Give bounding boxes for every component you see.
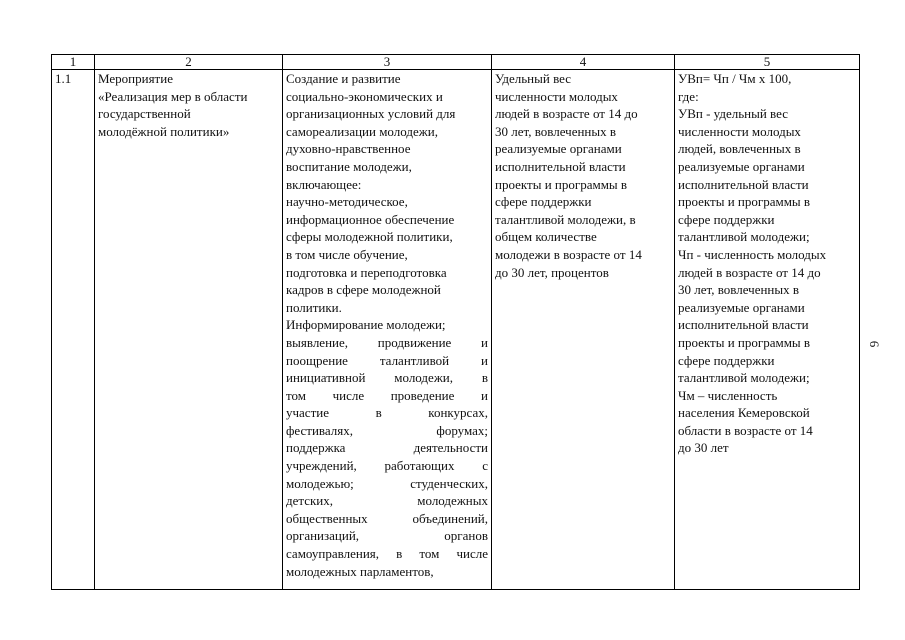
line-word: форумах; [436,422,488,438]
cell-line: «Реализация мер в области [98,88,248,104]
cell-line [286,387,488,405]
line-word: числе [456,546,488,562]
document-table [51,54,860,590]
line-word: учреждений, [286,458,357,474]
cell-line: социально-экономических и [286,88,443,104]
cell-line: Чп - численность молодых [678,246,827,262]
header-cell-1: 1 [52,55,95,70]
line-word: талантливой [379,352,450,368]
line-word: том [286,387,306,403]
cell-line [286,457,488,475]
cell-line: сфере поддержки [678,352,775,368]
cell-line: самореализации молодежи, [286,123,438,139]
line-word: организаций, [286,528,360,544]
cell-line: 30 лет, вовлеченных в [495,123,617,139]
cell-line: до 30 лет [678,440,729,456]
cell-line: реализуемые органами [678,158,805,174]
line-word: числе [332,387,365,403]
cell-line: проекты и программы в [678,334,811,350]
line-word: продвижение [377,334,452,350]
cell-line: людей в возрасте от 14 до [495,106,638,122]
page-number: 6 [867,340,882,348]
cell-line: талантливой молодежи; [678,370,810,386]
line-word: в [396,546,403,562]
cell-line: УВп - удельный вес [678,106,788,122]
cell-line: подготовка и переподготовка [286,264,447,280]
cell-line: общем количестве [495,229,597,245]
description-cell [283,70,492,590]
line-word: выявление, [286,334,349,350]
header-cell-4: 4 [492,55,675,70]
cell-line: численности молодых [678,123,801,139]
line-word: молодежи, [394,370,454,386]
line-word: студенческих, [410,475,488,491]
cell-line [286,334,488,352]
cell-line: духовно-нравственное [286,141,411,157]
line-word: в [375,405,382,421]
cell-line: организационных условий для [286,106,456,122]
line-word: и [481,387,488,403]
table-row [52,70,860,590]
cell-line: Чм – численность [678,387,778,403]
cell-line [286,422,488,440]
formula-cell [675,70,860,590]
line-word: конкурсах, [428,405,488,421]
line-word: общественных [286,510,368,526]
cell-line: реализуемые органами [678,299,805,315]
header-cell-5: 5 [675,55,860,70]
cell-line [286,369,488,387]
line-word: поощрение [286,352,348,368]
line-word: проведение [390,387,455,403]
cell-line: политики. [286,299,342,315]
cell-line [286,404,488,422]
cell-line: до 30 лет, процентов [495,264,609,280]
cell-line: научно-методическое, [286,194,408,210]
cell-line [286,439,488,457]
cell-line: населения Кемеровской [678,405,810,421]
cell-line: исполнительной власти [495,158,626,174]
cell-line: УВп= Чп / Чм х 100, [678,71,792,86]
cell-line: исполнительной власти [678,176,809,192]
cell-line: молодёжной политики» [98,123,230,139]
line-word: с [482,458,488,474]
line-word: в [481,370,488,386]
cell-line: Создание и развитие [286,71,401,86]
cell-line: информационное обеспечение [286,211,455,227]
cell-line: кадров в сфере молодежной [286,282,441,298]
cell-line: Информирование молодежи; [286,317,446,333]
cell-line: где: [678,88,699,104]
cell-line: сфере поддержки [678,211,775,227]
line-word: том [419,546,440,562]
cell-line [286,527,488,545]
header-cell-2: 2 [95,55,283,70]
header-row [52,55,860,70]
line-word: и [481,352,488,368]
cell-line: численности молодых [495,88,618,104]
row-number-cell: 1.1 [52,70,95,590]
cell-line [286,475,488,493]
event-cell [95,70,283,590]
cell-line: области в возрасте от 14 [678,422,813,438]
line-word: детских, [286,493,334,509]
cell-line: 30 лет, вовлеченных в [678,282,800,298]
line-word: фестивалях, [286,422,353,438]
line-word: органов [444,528,488,544]
header-cell-3: 3 [283,55,492,70]
cell-line: молодежных парламентов, [286,563,434,579]
cell-line [286,545,488,563]
cell-line: проекты и программы в [495,176,628,192]
line-word: объединений, [412,510,488,526]
line-word: инициативной [286,370,366,386]
cell-line: талантливой молодежи; [678,229,810,245]
cell-line: людей в возрасте от 14 до [678,264,821,280]
cell-line: Мероприятие [98,71,173,86]
cell-line: проекты и программы в [678,194,811,210]
cell-line: сфере поддержки [495,194,592,210]
line-word: поддержка [286,440,346,456]
line-word: самоуправления, [286,546,380,562]
line-word: работающих [384,458,455,474]
cell-line [286,352,488,370]
cell-line: исполнительной власти [678,317,809,333]
cell-line [286,492,488,510]
cell-line: воспитание молодежи, [286,158,412,174]
cell-line: в том числе обучение, [286,246,408,262]
line-word: молодежью; [286,475,354,491]
line-word: участие [286,405,329,421]
line-word: деятельности [413,440,488,456]
cell-line: включающее: [286,176,362,192]
cell-line: Удельный вес [495,71,572,86]
cell-line: талантливой молодежи, в [495,211,636,227]
cell-line [286,510,488,528]
line-word: молодежных [417,493,488,509]
cell-line: государственной [98,106,191,122]
cell-line: молодежи в возрасте от 14 [495,246,642,262]
cell-line: сферы молодежной политики, [286,229,453,245]
indicator-cell [492,70,675,590]
line-word: и [481,334,488,350]
cell-line: реализуемые органами [495,141,622,157]
cell-line: людей, вовлеченных в [678,141,801,157]
